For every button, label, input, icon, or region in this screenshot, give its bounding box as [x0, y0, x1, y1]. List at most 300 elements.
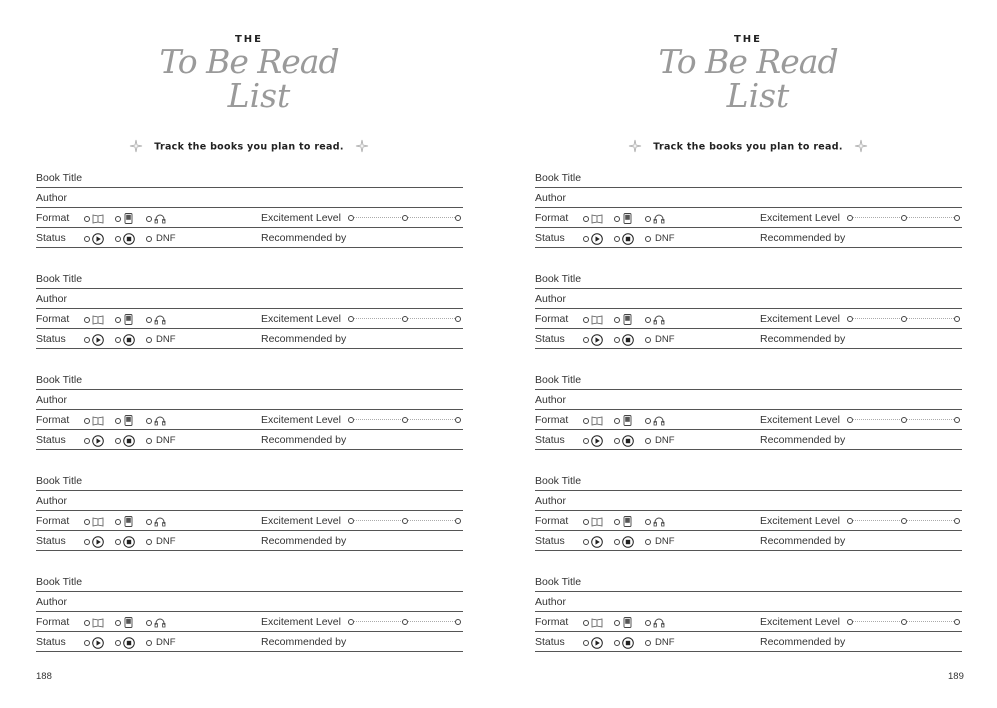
option-circle[interactable] — [583, 216, 589, 222]
option-circle[interactable] — [115, 539, 121, 545]
option-circle[interactable] — [84, 438, 90, 444]
status-option-stop[interactable] — [614, 536, 634, 548]
page-header — [0, 0, 498, 165]
play-icon — [92, 637, 104, 649]
excitement-scale — [847, 619, 960, 625]
option-circle[interactable] — [146, 418, 152, 424]
format-row — [535, 511, 962, 531]
author-field[interactable] — [535, 491, 962, 511]
book-entry — [535, 471, 962, 551]
option-circle[interactable] — [146, 317, 152, 323]
excitement-option[interactable] — [901, 316, 907, 322]
format-option-book[interactable] — [84, 415, 104, 426]
recommended-by-label: Recommended by — [760, 434, 846, 446]
option-circle[interactable] — [583, 418, 589, 424]
option-circle[interactable] — [84, 216, 90, 222]
author-label: Author — [535, 293, 566, 305]
status-row — [535, 329, 962, 349]
option-circle[interactable] — [146, 236, 152, 242]
excitement-option[interactable] — [348, 316, 354, 322]
option-circle[interactable] — [146, 620, 152, 626]
option-circle[interactable] — [84, 519, 90, 525]
author-field[interactable] — [535, 390, 962, 410]
book-icon — [591, 415, 603, 426]
status-label: Status — [535, 333, 565, 345]
excitement-option[interactable] — [847, 316, 853, 322]
option-circle[interactable] — [84, 317, 90, 323]
format-label: Format — [535, 414, 569, 426]
excitement-option[interactable] — [901, 518, 907, 524]
excitement-option[interactable] — [847, 215, 853, 221]
book-title-label: Book Title — [36, 273, 83, 285]
option-circle[interactable] — [614, 640, 620, 646]
play-icon — [591, 637, 603, 649]
excitement-option[interactable] — [455, 417, 461, 423]
format-option-ereader[interactable] — [614, 314, 634, 325]
format-option-headphones[interactable] — [146, 314, 166, 325]
excitement-option[interactable] — [847, 518, 853, 524]
headphones-icon — [653, 213, 665, 224]
status-label: Status — [535, 434, 565, 446]
dnf-label: DNF — [655, 637, 675, 648]
status-option-stop[interactable] — [614, 637, 634, 649]
status-option-dnf[interactable] — [146, 536, 176, 547]
author-field[interactable] — [36, 491, 463, 511]
option-circle[interactable] — [614, 519, 620, 525]
option-circle[interactable] — [115, 236, 121, 242]
option-circle[interactable] — [84, 640, 90, 646]
option-circle[interactable] — [645, 236, 651, 242]
format-option-book[interactable] — [583, 213, 603, 224]
format-option-headphones[interactable] — [645, 415, 665, 426]
format-row — [36, 612, 463, 632]
book-title-label: Book Title — [535, 273, 582, 285]
book-title-field[interactable] — [36, 471, 463, 491]
status-row — [535, 430, 962, 450]
option-circle[interactable] — [583, 438, 589, 444]
book-entry — [36, 168, 463, 248]
option-circle[interactable] — [115, 620, 121, 626]
book-icon — [92, 314, 104, 325]
author-label: Author — [36, 495, 67, 507]
option-circle[interactable] — [84, 236, 90, 242]
option-circle[interactable] — [614, 438, 620, 444]
excitement-scale — [348, 417, 461, 423]
book-title-field[interactable] — [535, 572, 962, 592]
option-circle[interactable] — [115, 418, 121, 424]
status-option-stop[interactable] — [115, 435, 135, 447]
option-circle[interactable] — [583, 640, 589, 646]
status-option-play[interactable] — [84, 334, 104, 346]
format-option-ereader[interactable] — [115, 213, 135, 224]
headphones-icon — [154, 415, 166, 426]
option-circle[interactable] — [645, 640, 651, 646]
status-option-play[interactable] — [583, 233, 603, 245]
dnf-label: DNF — [655, 435, 675, 446]
format-option-book[interactable] — [583, 617, 603, 628]
option-circle[interactable] — [645, 438, 651, 444]
excitement-option[interactable] — [402, 215, 408, 221]
book-title-label: Book Title — [36, 374, 83, 386]
book-title-field[interactable] — [36, 269, 463, 289]
play-icon — [92, 435, 104, 447]
excitement-option[interactable] — [954, 417, 960, 423]
excitement-option[interactable] — [402, 619, 408, 625]
book-title-field[interactable] — [36, 168, 463, 188]
book-title-field[interactable] — [535, 370, 962, 390]
format-option-headphones[interactable] — [146, 415, 166, 426]
ereader-icon — [123, 415, 135, 426]
format-option-headphones[interactable] — [645, 617, 665, 628]
format-row — [36, 208, 463, 228]
excitement-option[interactable] — [901, 215, 907, 221]
option-circle[interactable] — [614, 216, 620, 222]
headphones-icon — [653, 415, 665, 426]
ereader-icon — [123, 314, 135, 325]
excitement-option[interactable] — [348, 215, 354, 221]
book-icon — [591, 213, 603, 224]
status-option-play[interactable] — [583, 637, 603, 649]
excitement-level-label: Excitement Level — [760, 313, 840, 325]
status-option-dnf[interactable] — [146, 334, 176, 345]
format-option-ereader[interactable] — [115, 415, 135, 426]
ereader-icon — [123, 617, 135, 628]
author-field[interactable] — [535, 592, 962, 612]
play-icon — [591, 435, 603, 447]
option-circle[interactable] — [645, 337, 651, 343]
option-circle[interactable] — [583, 519, 589, 525]
excitement-option[interactable] — [455, 215, 461, 221]
book-icon — [591, 516, 603, 527]
excitement-option[interactable] — [402, 417, 408, 423]
book-title-label: Book Title — [36, 475, 83, 487]
book-title-field[interactable] — [36, 572, 463, 592]
stop-icon — [622, 536, 634, 548]
ornament-icon — [129, 139, 143, 153]
page-number: 189 — [948, 671, 964, 682]
author-label: Author — [535, 394, 566, 406]
option-circle[interactable] — [146, 640, 152, 646]
excitement-option[interactable] — [954, 316, 960, 322]
book-title-label: Book Title — [535, 374, 582, 386]
option-circle[interactable] — [645, 620, 651, 626]
recommended-by-label: Recommended by — [261, 333, 347, 345]
stop-icon — [123, 435, 135, 447]
option-circle[interactable] — [614, 539, 620, 545]
book-entry — [36, 471, 463, 551]
format-option-book[interactable] — [84, 314, 104, 325]
status-option-stop[interactable] — [115, 233, 135, 245]
format-option-ereader[interactable] — [614, 617, 634, 628]
format-option-headphones[interactable] — [146, 617, 166, 628]
format-option-book[interactable] — [583, 516, 603, 527]
recommended-by-label: Recommended by — [760, 535, 846, 547]
author-label: Author — [36, 394, 67, 406]
status-label: Status — [36, 434, 66, 446]
status-option-dnf[interactable] — [645, 435, 675, 446]
tagline — [499, 140, 997, 154]
format-option-book[interactable] — [84, 213, 104, 224]
format-option-ereader[interactable] — [614, 213, 634, 224]
excitement-level-label: Excitement Level — [760, 414, 840, 426]
excitement-level-label: Excitement Level — [261, 515, 341, 527]
format-label: Format — [535, 515, 569, 527]
format-row — [36, 309, 463, 329]
book-entry — [36, 572, 463, 652]
status-option-dnf[interactable] — [645, 233, 675, 244]
option-circle[interactable] — [614, 337, 620, 343]
status-option-play[interactable] — [583, 435, 603, 447]
excitement-level-label: Excitement Level — [760, 212, 840, 224]
status-option-dnf[interactable] — [146, 435, 176, 446]
author-field[interactable] — [36, 390, 463, 410]
author-field[interactable] — [535, 289, 962, 309]
format-label: Format — [535, 212, 569, 224]
author-field[interactable] — [36, 592, 463, 612]
option-circle[interactable] — [84, 620, 90, 626]
book-entry — [535, 370, 962, 450]
status-option-play[interactable] — [583, 536, 603, 548]
headphones-icon — [154, 617, 166, 628]
author-field[interactable] — [36, 289, 463, 309]
excitement-option[interactable] — [455, 316, 461, 322]
right-page — [499, 0, 997, 708]
status-option-stop[interactable] — [115, 536, 135, 548]
excitement-option[interactable] — [402, 316, 408, 322]
status-option-dnf[interactable] — [645, 334, 675, 345]
status-option-play[interactable] — [84, 536, 104, 548]
book-title-label: Book Title — [535, 576, 582, 588]
format-label: Format — [36, 313, 70, 325]
excitement-option[interactable] — [348, 518, 354, 524]
status-row — [535, 228, 962, 248]
option-circle[interactable] — [614, 317, 620, 323]
option-circle[interactable] — [645, 418, 651, 424]
option-circle[interactable] — [115, 640, 121, 646]
status-option-dnf[interactable] — [645, 637, 675, 648]
option-circle[interactable] — [84, 418, 90, 424]
format-option-ereader[interactable] — [614, 516, 634, 527]
ereader-icon — [622, 213, 634, 224]
book-title-field[interactable] — [36, 370, 463, 390]
format-label: Format — [36, 212, 70, 224]
title-line-2: List — [726, 76, 790, 115]
format-option-ereader[interactable] — [115, 314, 135, 325]
title-line-2: List — [227, 76, 291, 115]
format-option-headphones[interactable] — [146, 516, 166, 527]
book-icon — [591, 314, 603, 325]
ornament-icon — [854, 139, 868, 153]
option-circle[interactable] — [614, 236, 620, 242]
book-title-field[interactable] — [535, 168, 962, 188]
book-icon — [92, 516, 104, 527]
excitement-option[interactable] — [455, 518, 461, 524]
stop-icon — [123, 637, 135, 649]
dnf-label: DNF — [655, 233, 675, 244]
author-label: Author — [535, 192, 566, 204]
stop-icon — [123, 334, 135, 346]
dnf-label: DNF — [655, 334, 675, 345]
excitement-scale — [348, 215, 461, 221]
headphones-icon — [154, 516, 166, 527]
option-circle[interactable] — [115, 438, 121, 444]
option-circle[interactable] — [583, 620, 589, 626]
ornament-icon — [355, 139, 369, 153]
excitement-option[interactable] — [954, 215, 960, 221]
status-label: Status — [535, 535, 565, 547]
status-option-dnf[interactable] — [645, 536, 675, 547]
status-option-play[interactable] — [84, 233, 104, 245]
dnf-label: DNF — [156, 233, 176, 244]
status-option-play[interactable] — [583, 334, 603, 346]
excitement-option[interactable] — [847, 417, 853, 423]
excitement-level-label: Excitement Level — [261, 212, 341, 224]
format-option-headphones[interactable] — [645, 314, 665, 325]
option-circle[interactable] — [115, 519, 121, 525]
book-icon — [92, 617, 104, 628]
format-row — [36, 410, 463, 430]
title-line-1: To Be Read — [658, 42, 838, 81]
option-circle[interactable] — [146, 438, 152, 444]
format-option-book[interactable] — [583, 415, 603, 426]
play-icon — [92, 536, 104, 548]
author-field[interactable] — [36, 188, 463, 208]
option-circle[interactable] — [645, 539, 651, 545]
tagline-text: Track the books you plan to read. — [653, 141, 843, 153]
option-circle[interactable] — [645, 216, 651, 222]
stop-icon — [622, 334, 634, 346]
ereader-icon — [622, 617, 634, 628]
option-circle[interactable] — [583, 539, 589, 545]
play-icon — [591, 536, 603, 548]
excitement-scale — [847, 518, 960, 524]
format-row — [535, 410, 962, 430]
recommended-by-label: Recommended by — [760, 232, 846, 244]
excitement-level-label: Excitement Level — [760, 515, 840, 527]
format-option-headphones[interactable] — [146, 213, 166, 224]
recommended-by-label: Recommended by — [261, 232, 347, 244]
book-title-label: Book Title — [36, 576, 83, 588]
recommended-by-label: Recommended by — [261, 434, 347, 446]
format-option-headphones[interactable] — [645, 213, 665, 224]
format-label: Format — [36, 515, 70, 527]
stop-icon — [622, 435, 634, 447]
title-script — [0, 42, 498, 115]
book-entry — [535, 572, 962, 652]
format-row — [535, 309, 962, 329]
book-entry — [36, 269, 463, 349]
format-option-ereader[interactable] — [614, 415, 634, 426]
format-label: Format — [36, 616, 70, 628]
headphones-icon — [653, 617, 665, 628]
option-circle[interactable] — [146, 519, 152, 525]
status-option-play[interactable] — [84, 637, 104, 649]
format-label: Format — [36, 414, 70, 426]
stop-icon — [622, 233, 634, 245]
option-circle[interactable] — [645, 317, 651, 323]
page-number: 188 — [36, 671, 52, 682]
format-option-ereader[interactable] — [115, 516, 135, 527]
left-page — [0, 0, 498, 708]
status-label: Status — [535, 636, 565, 648]
excitement-level-label: Excitement Level — [760, 616, 840, 628]
format-label: Format — [535, 616, 569, 628]
book-entry — [535, 269, 962, 349]
status-option-stop[interactable] — [115, 334, 135, 346]
book-icon — [92, 213, 104, 224]
excitement-option[interactable] — [402, 518, 408, 524]
status-option-play[interactable] — [84, 435, 104, 447]
excitement-option[interactable] — [954, 518, 960, 524]
excitement-option[interactable] — [901, 417, 907, 423]
option-circle[interactable] — [614, 418, 620, 424]
book-title-field[interactable] — [535, 269, 962, 289]
status-option-dnf[interactable] — [146, 637, 176, 648]
book-icon — [591, 617, 603, 628]
format-row — [36, 511, 463, 531]
book-title-field[interactable] — [535, 471, 962, 491]
status-option-stop[interactable] — [614, 435, 634, 447]
status-option-dnf[interactable] — [146, 233, 176, 244]
author-field[interactable] — [535, 188, 962, 208]
ereader-icon — [622, 415, 634, 426]
excitement-option[interactable] — [847, 619, 853, 625]
excitement-option[interactable] — [348, 417, 354, 423]
status-option-stop[interactable] — [614, 233, 634, 245]
stop-icon — [123, 536, 135, 548]
status-option-stop[interactable] — [614, 334, 634, 346]
excitement-option[interactable] — [901, 619, 907, 625]
excitement-option[interactable] — [455, 619, 461, 625]
option-circle[interactable] — [645, 519, 651, 525]
option-circle[interactable] — [146, 216, 152, 222]
author-label: Author — [36, 596, 67, 608]
format-option-headphones[interactable] — [645, 516, 665, 527]
option-circle[interactable] — [583, 317, 589, 323]
status-label: Status — [36, 535, 66, 547]
format-option-book[interactable] — [84, 516, 104, 527]
option-circle[interactable] — [115, 317, 121, 323]
excitement-option[interactable] — [348, 619, 354, 625]
option-circle[interactable] — [115, 216, 121, 222]
option-circle[interactable] — [84, 337, 90, 343]
status-option-stop[interactable] — [115, 637, 135, 649]
excitement-scale — [847, 215, 960, 221]
option-circle[interactable] — [146, 337, 152, 343]
status-row — [36, 329, 463, 349]
title-script — [499, 42, 997, 115]
author-label: Author — [36, 293, 67, 305]
author-label: Author — [535, 495, 566, 507]
option-circle[interactable] — [84, 539, 90, 545]
format-option-ereader[interactable] — [115, 617, 135, 628]
page-header — [499, 0, 997, 165]
format-option-book[interactable] — [583, 314, 603, 325]
format-option-book[interactable] — [84, 617, 104, 628]
option-circle[interactable] — [583, 337, 589, 343]
option-circle[interactable] — [115, 337, 121, 343]
ornament-icon — [628, 139, 642, 153]
option-circle[interactable] — [583, 236, 589, 242]
excitement-option[interactable] — [954, 619, 960, 625]
status-row — [36, 228, 463, 248]
status-label: Status — [535, 232, 565, 244]
excitement-level-label: Excitement Level — [261, 313, 341, 325]
play-icon — [591, 233, 603, 245]
option-circle[interactable] — [614, 620, 620, 626]
option-circle[interactable] — [146, 539, 152, 545]
headphones-icon — [653, 314, 665, 325]
